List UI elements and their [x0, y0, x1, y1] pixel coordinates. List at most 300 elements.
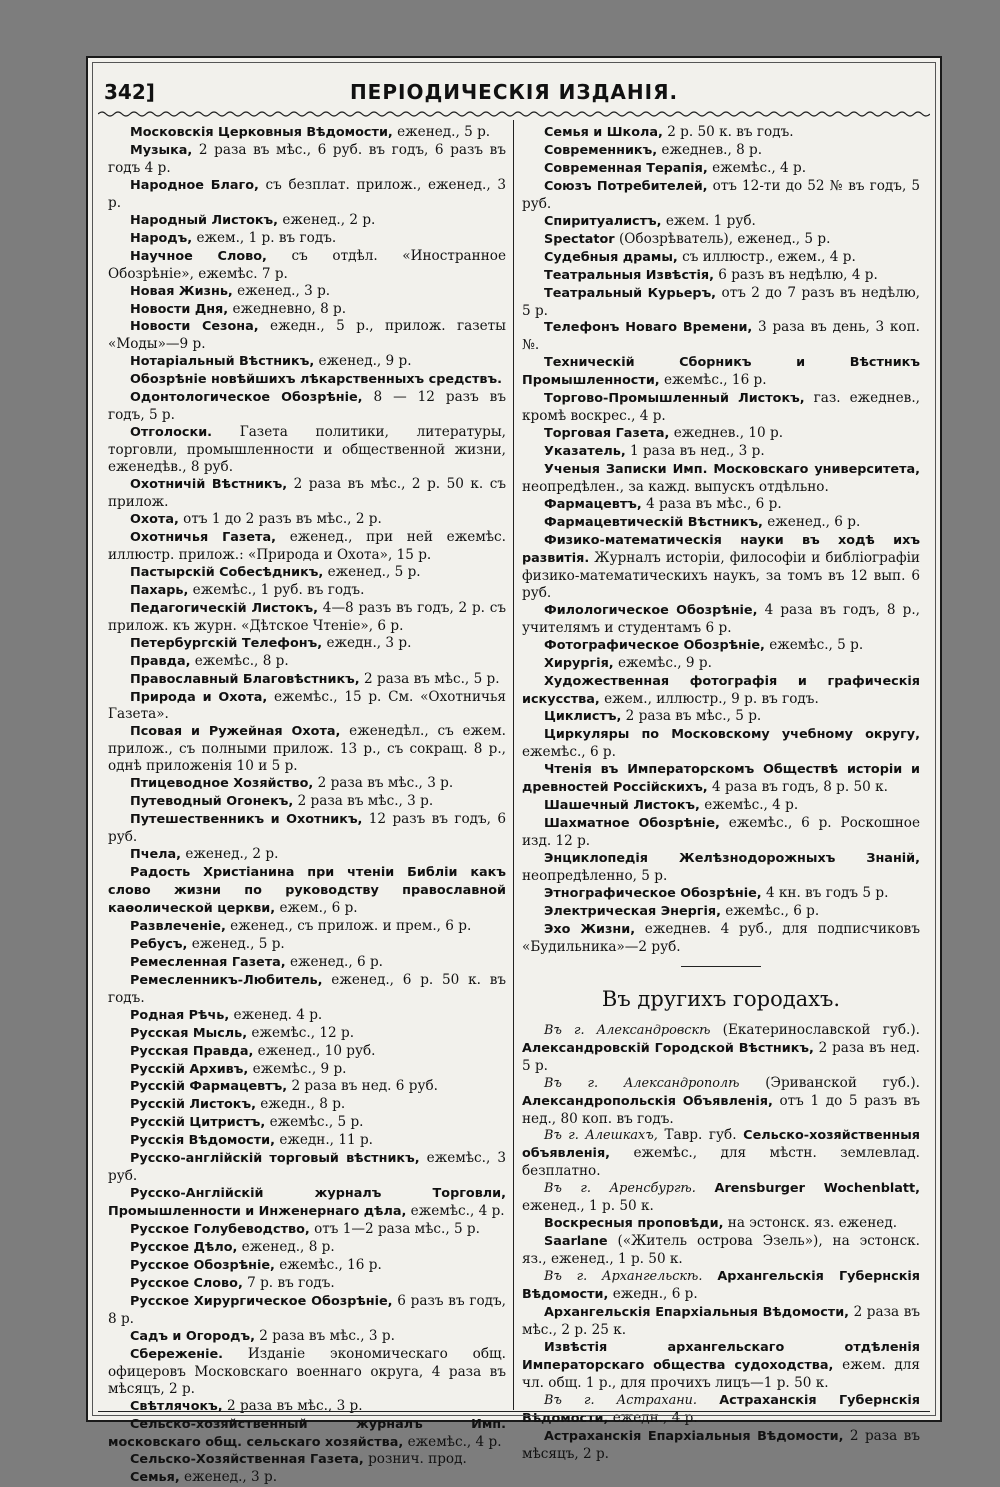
- periodical-details: ежемѣс., 12 р.: [247, 1024, 355, 1041]
- periodical-details: еженед., 6 р.: [285, 953, 384, 970]
- periodical-title: Сельско-хозяйственный журналъ Имп. московскаго общ. сельскаго хозяйства,: [108, 1416, 506, 1450]
- listing-entry: [522, 267, 920, 285]
- periodical-details: (Обозрѣватель), еженед., 5 р.: [614, 230, 831, 247]
- listing-entry: [522, 850, 920, 885]
- listing-entry: [522, 708, 920, 726]
- periodical-title: Филологическое Обозрѣніе,: [544, 602, 758, 618]
- city-name: Въ г. Александрополѣ: [544, 1075, 740, 1091]
- periodical-details: («Житель острова Эзель»), на эстонск. яз., еженед., 1 р. 50 к.: [522, 1233, 920, 1268]
- bottom-rule: [98, 1411, 930, 1412]
- listing-entry: [522, 319, 920, 354]
- listing-entry: [522, 285, 920, 320]
- periodical-details: отъ 2 до 7 разъ въ недѣлю, 5 р.: [522, 284, 920, 319]
- running-title: ПЕРІОДИЧЕСКІЯ ИЗДАНІЯ.: [349, 80, 679, 104]
- city-listing-entry: [522, 1268, 920, 1304]
- listing-entry: [108, 936, 506, 954]
- listing-entry: [108, 371, 506, 389]
- periodical-details: 2 р. 50 к. въ годъ.: [662, 124, 794, 140]
- periodical-details: еженед., 5 р.: [323, 563, 421, 580]
- periodical-title: Циркуляры по Московскому учебному округу,: [544, 727, 920, 743]
- right-column: [522, 124, 920, 1463]
- listing-entry: [108, 1398, 506, 1416]
- periodical-title: Птицеводное Хозяйство,: [130, 776, 314, 792]
- periodical-details: 2 раза въ мѣс., 3 р.: [222, 1397, 363, 1414]
- listing-entry: [522, 178, 920, 213]
- periodical-details: еженед., 5 р.: [392, 124, 491, 140]
- listing-entry: [522, 655, 920, 673]
- listing-entry: [108, 283, 506, 301]
- listing-entry: [108, 212, 506, 230]
- periodical-title: Spectator: [544, 231, 615, 247]
- periodical-title: Семья и Школа,: [544, 125, 663, 140]
- periodical-title: Хирургія,: [544, 655, 614, 671]
- listing-entry: [108, 1043, 506, 1061]
- periodical-title: Музыка,: [130, 142, 193, 158]
- periodical-title: Архангельскія Епархіальныя Вѣдомости,: [544, 1305, 850, 1320]
- periodical-title: Современникъ,: [544, 142, 658, 158]
- periodical-details: ежем., иллюстр., 9 р. въ годъ.: [599, 690, 819, 707]
- periodical-title: Электрическая Энергія,: [544, 903, 721, 919]
- periodical-title: Педагогическій Листокъ,: [130, 600, 319, 616]
- listing-entry: [522, 815, 920, 850]
- periodical-details: Газета политики, литературы, торговли, промышленности и общественной жизни, еженедѣв., 8 руб.: [108, 424, 506, 476]
- periodical-title: Православный Благовѣстникъ,: [130, 671, 360, 687]
- periodical-details: 2 раза въ мѣс., 5 р.: [621, 708, 762, 725]
- periodical-details: 2 раза въ мѣсяцъ, 2 р.: [522, 1427, 920, 1462]
- periodical-title: Отголоски.: [130, 425, 213, 441]
- periodical-details: еженед., 2 р.: [278, 211, 376, 228]
- listing-entry: [108, 671, 506, 689]
- periodical-title: Астраханскія Епархіальныя Вѣдомости,: [544, 1428, 844, 1444]
- listing-entry: [108, 564, 506, 582]
- periodical-details: съ безплат. прилож., еженед., 3 р.: [108, 176, 506, 211]
- listing-entry: [108, 864, 506, 918]
- city-region: (Эриванской губ.).: [739, 1074, 920, 1091]
- periodical-details: 4 раза въ мѣс., 6 р.: [641, 496, 782, 513]
- listing-entry: [108, 1096, 506, 1114]
- periodical-title: Одонтологическое Обозрѣніе,: [130, 390, 363, 406]
- periodical-title: Русское Обозрѣніе,: [130, 1258, 275, 1273]
- periodical-title: Театральный Курьеръ,: [544, 285, 717, 301]
- other-cities-heading: Въ другихъ городахъ.: [601, 986, 841, 1011]
- periodical-details: еженед., съ прилож. и прем., 6 р.: [225, 917, 472, 934]
- listing-entry: [522, 514, 920, 532]
- periodical-details: 2 раза въ мѣс., 6 руб. въ годъ, 6 разъ въ годъ 4 р.: [108, 141, 506, 176]
- listing-entry: [108, 846, 506, 864]
- periodical-details: отъ 1 до 2 разъ въ мѣс., 2 р.: [178, 510, 382, 527]
- periodical-title: Русскій Цитристъ,: [130, 1115, 266, 1131]
- periodical-details: рознич. прод.: [363, 1451, 467, 1468]
- periodical-title: Путеводный Огонекъ,: [130, 794, 294, 810]
- listing-entry: [522, 124, 920, 142]
- page-header: [104, 80, 924, 106]
- periodical-title: Шахматное Обозрѣніе,: [544, 816, 720, 832]
- periodical-details: еженед., 3 р.: [232, 282, 331, 299]
- periodical-details: неопредѣленно, 5 р.: [522, 868, 668, 885]
- periodical-title: Природа и Охота,: [130, 689, 268, 705]
- periodical-details: ежемѣс., 4 р.: [699, 797, 799, 814]
- book-page: [86, 56, 942, 1486]
- periodical-details: 2 раза въ мѣс., 5 р.: [359, 670, 500, 687]
- city-region: [697, 1392, 719, 1408]
- periodical-details: 2 раза въ нед. 5 р.: [522, 1039, 921, 1074]
- listing-entry: [108, 424, 506, 476]
- listing-entry: [108, 1275, 506, 1293]
- listing-entry: [522, 496, 920, 514]
- periodical-title: Русское Голубеводство,: [130, 1222, 310, 1238]
- periodical-title: Петербургскій Телефонъ,: [130, 635, 323, 651]
- periodical-title: Ученыя Записки Имп. Московскаго университета,: [544, 462, 920, 478]
- periodical-title: Воскресныя проповѣди,: [544, 1216, 724, 1232]
- periodical-details: ежемѣс., 5 р.: [764, 636, 864, 653]
- listing-entry: [108, 1025, 506, 1043]
- periodical-title: Развлеченіе,: [130, 918, 226, 934]
- periodical-details: съ отдѣл. «Иностранное Обозрѣніе», ежемѣс. 7 р.: [108, 247, 506, 282]
- city-listing-entry: [522, 1180, 920, 1215]
- periodical-details: ежеднев. 4 руб., для подписчиковъ «Будильника»—2 руб.: [522, 920, 920, 955]
- periodical-details: ежемѣс., 4 р.: [707, 159, 807, 176]
- listing-entry: [108, 301, 506, 319]
- page-number: 342]: [104, 80, 155, 104]
- periodical-details: 4 кн. въ годъ 5 р.: [761, 884, 889, 901]
- periodical-details: 2 раза въ мѣс., 2 р. 50 к. съ прилож.: [108, 476, 506, 511]
- listing-entry: [522, 425, 920, 443]
- city-listing-entry: [522, 1022, 920, 1075]
- periodical-details: ежемѣс., 16 р.: [659, 372, 767, 389]
- periodical-title: Фотографическое Обозрѣніе,: [544, 637, 765, 653]
- listing-entry: [108, 1416, 506, 1452]
- periodical-details: еженед., 10 руб.: [253, 1042, 376, 1059]
- listing-entry: [108, 142, 506, 177]
- listing-entry: [108, 1346, 506, 1398]
- periodical-details: ежедн., 4 р.: [608, 1409, 698, 1426]
- periodical-details: 7 р. въ годъ.: [242, 1274, 335, 1291]
- periodical-title: Союзъ Потребителей,: [544, 178, 708, 194]
- periodical-details: неопредѣлен., за кажд. выпускъ отдѣльно.: [522, 479, 829, 496]
- city-region: (Екатеринославской губ.).: [710, 1021, 920, 1038]
- periodical-details: ежедн., 3 р.: [322, 634, 412, 651]
- periodical-details: 2 раза въ мѣс., 3 р.: [254, 1327, 395, 1344]
- listing-entry: [108, 230, 506, 248]
- periodical-details: ежемѣс., 8 р.: [190, 652, 289, 669]
- periodical-details: 4 раза въ годъ, 8 р., учителямъ и студентамъ 6 р.: [522, 601, 920, 636]
- listing-entry: [522, 673, 920, 709]
- periodical-details: ежедневно, 8 р.: [228, 300, 347, 317]
- periodical-title: Псовая и Ружейная Охота,: [130, 724, 341, 740]
- periodical-title: Сбереженіе.: [130, 1346, 224, 1362]
- periodical-details: ежеднев., 8 р.: [657, 141, 763, 158]
- listing-entry: [108, 353, 506, 371]
- periodical-details: ежем., 6 р.: [275, 899, 358, 916]
- periodical-details: еженед., 3 р.: [179, 1469, 278, 1486]
- periodical-details: еженед., 6 р.: [762, 513, 861, 530]
- periodical-title: Русскій Архивъ,: [130, 1061, 249, 1077]
- periodical-title: Семья,: [130, 1470, 180, 1486]
- periodical-details: ежемѣс., 4 р.: [406, 1203, 505, 1220]
- city-listing-entry: [522, 1392, 920, 1428]
- periodical-details: ежедн., 8 р.: [255, 1096, 346, 1113]
- periodical-details: на эстонск. яз. еженед.: [723, 1215, 898, 1232]
- periodical-title: Научное Слово,: [130, 248, 267, 264]
- periodical-details: отъ 12-ти до 52 № въ годъ, 5 руб.: [522, 177, 920, 212]
- periodical-details: еженед., 8 р.: [237, 1239, 335, 1256]
- periodical-title: Народное Благо,: [130, 177, 259, 193]
- city-listing-entry: [522, 1339, 920, 1392]
- listing-entry: [108, 318, 506, 353]
- listing-entry: [108, 635, 506, 653]
- periodical-title: Русское Дѣло,: [130, 1240, 238, 1256]
- periodical-details: еженед., 5 р.: [187, 935, 285, 952]
- periodical-details: ежемѣс., 9 р.: [248, 1060, 347, 1077]
- periodical-title: Сельско-Хозяйственная Газета,: [130, 1452, 364, 1468]
- city-name: Въ г. Аренсбургѣ.: [544, 1181, 696, 1197]
- periodical-details: 2 раза въ мѣс., 2 р. 25 к.: [522, 1304, 920, 1338]
- periodical-title: Русское Хирургическое Обозрѣніе,: [130, 1293, 393, 1309]
- periodical-details: 2 раза въ мѣс., 3 р.: [313, 775, 454, 792]
- periodical-details: 8 — 12 разъ въ годъ, 5 р.: [108, 389, 506, 424]
- periodical-title: Циклистъ,: [544, 709, 622, 725]
- periodical-title: Этнографическое Обозрѣніе,: [544, 885, 762, 901]
- periodical-details: еженед., 9 р.: [314, 353, 412, 370]
- periodical-title: Правда,: [130, 653, 191, 669]
- listing-entry: [522, 602, 920, 637]
- periodical-details: 6 разъ въ недѣлю, 4 р.: [713, 266, 878, 283]
- periodical-title: Извѣстія архангельскаго отдѣленія Императорскаго общества судоходства,: [522, 1339, 920, 1373]
- periodical-details: отъ 1 до 5 разъ въ нед., 80 коп. въ годъ.: [522, 1092, 920, 1127]
- periodical-title: Александровскій Городской Вѣстникъ,: [522, 1040, 814, 1056]
- city-listing-entry: [522, 1127, 920, 1180]
- periodical-title: Новая Жизнь,: [130, 283, 233, 299]
- city-name: Въ г. Архангельскѣ.: [544, 1269, 703, 1285]
- periodical-title: Новости Сезона,: [130, 319, 259, 335]
- listing-entry: [108, 1257, 506, 1275]
- periodical-title: Театральныя Извѣстія,: [544, 267, 714, 283]
- periodical-details: ежемѣс., для мѣстн. землевлад. безплатно.: [522, 1145, 920, 1180]
- periodical-details: ежедн., 11 р.: [275, 1132, 373, 1149]
- periodical-title: Ремесленникъ-Любитель,: [130, 972, 323, 988]
- periodical-title: Охотничья Газета,: [130, 529, 276, 545]
- periodical-title: Художественная фотографія и графическія искусства,: [522, 673, 920, 707]
- periodical-details: 3 раза въ день, 3 коп. №.: [522, 319, 920, 354]
- listing-entry: [108, 124, 506, 142]
- listing-entry: [522, 213, 920, 231]
- periodical-title: Телефонъ Новаго Времени,: [544, 320, 753, 336]
- listing-entry: [108, 389, 506, 424]
- periodical-title: Родная Рѣчь,: [130, 1007, 230, 1023]
- periodical-title: Московскія Церковныя Вѣдомости,: [130, 125, 393, 140]
- city-listing-entry: [522, 1233, 920, 1268]
- listing-entry: [108, 1185, 506, 1221]
- listing-entry: [108, 1078, 506, 1096]
- periodical-title: Народный Листокъ,: [130, 212, 279, 228]
- periodical-title: Сельско-хозяйственныя объявленія,: [522, 1128, 920, 1162]
- city-name: Въ г. Алешкахъ,: [544, 1128, 658, 1144]
- periodical-title: Ремесленная Газета,: [130, 954, 286, 970]
- periodical-title: Свѣтлячокъ,: [130, 1398, 223, 1414]
- periodical-details: ежедн., 6 р.: [608, 1286, 698, 1303]
- periodical-title: Народъ,: [130, 230, 193, 246]
- city-listing-entry: [522, 1075, 920, 1128]
- listing-entry: [522, 726, 920, 761]
- periodical-details: отъ 1—2 раза мѣс., 5 р.: [309, 1221, 480, 1238]
- city-listing-entry: [522, 1304, 920, 1339]
- periodical-title: Русскій Фармацевтъ,: [130, 1079, 288, 1095]
- periodical-title: Техническій Сборникъ и Вѣстникъ Промышленности,: [522, 355, 920, 389]
- periodical-title: Охотничій Вѣстникъ,: [130, 477, 288, 493]
- listing-entry: [108, 653, 506, 671]
- periodical-title: Шашечный Листокъ,: [544, 798, 700, 814]
- periodical-title: Русско-Англійскій журналъ Торговли, Промышленности и Инженернаго дѣла,: [108, 1186, 506, 1220]
- periodical-title: Архангельскія Губернскія Вѣдомости,: [522, 1269, 920, 1303]
- periodical-details: ежем. 1 руб.: [661, 212, 756, 229]
- periodical-title: Современная Терапія,: [544, 160, 708, 176]
- periodical-details: 12 разъ въ годъ, 6 руб.: [108, 811, 506, 846]
- periodical-title: Фармацевтическій Вѣстникъ,: [544, 514, 763, 530]
- periodical-title: Эхо Жизни,: [544, 921, 636, 937]
- periodical-details: еженедѣл., съ ежем. прилож., съ полными прилож. 13 р., съ сокращ. 8 р., однѣ приложенія 10 и 5 р.: [108, 723, 506, 775]
- listing-entry: [108, 248, 506, 283]
- city-listing-entry: [522, 1428, 920, 1463]
- periodical-details: газ. ежеднев., кромѣ воскрес., 4 р.: [522, 390, 920, 425]
- periodical-title: Астраханскія Губернскія Вѣдомости,: [522, 1392, 921, 1426]
- listing-entry: [108, 1239, 506, 1257]
- listing-entry: [108, 177, 506, 212]
- listing-entry: [522, 249, 920, 267]
- listing-entry: [522, 354, 920, 390]
- listing-entry: [108, 511, 506, 529]
- listing-entry: [522, 443, 920, 461]
- periodical-details: ежемѣс., 6 р.: [720, 902, 820, 919]
- periodical-title: Русскія Вѣдомости,: [130, 1133, 276, 1149]
- listing-entry: [108, 1328, 506, 1346]
- periodical-details: ежем. для чл. общ. 1 р., для прочихъ лицъ—1 р. 50 к.: [522, 1356, 920, 1391]
- city-region: [696, 1180, 715, 1196]
- listing-entry: [522, 461, 920, 496]
- periodical-title: Пастырскій Собесѣдникъ,: [130, 564, 324, 580]
- periodical-title: Фармацевтъ,: [544, 497, 642, 513]
- periodical-details: 4—8 разъ въ годъ, 2 р. съ прилож. къ журн. «Дѣтское Чтеніе», 6 р.: [108, 599, 506, 634]
- left-column: [108, 124, 506, 1487]
- periodical-title: Спиритуалистъ,: [544, 213, 662, 229]
- periodical-title: Судебныя драмы,: [544, 249, 678, 265]
- listing-entry: [108, 1293, 506, 1328]
- header-wavy-rule: [98, 110, 930, 118]
- periodical-title: Физико-математическія науки въ ходѣ ихъ развитія.: [522, 532, 920, 566]
- listing-entry: [108, 582, 506, 600]
- periodical-title: Русско-англійскій торговый вѣстникъ,: [130, 1151, 420, 1167]
- listing-entry: [108, 918, 506, 936]
- right-entries: [522, 124, 920, 956]
- periodical-details: ежем., 1 р. въ годъ.: [192, 229, 337, 246]
- listing-entry: [522, 532, 920, 602]
- periodical-details: ежемѣс., 9 р.: [613, 654, 712, 671]
- periodical-title: Путешественникъ и Охотникъ,: [130, 812, 363, 828]
- listing-entry: [522, 231, 920, 249]
- periodical-title: Александропольскія Объявленія,: [522, 1093, 773, 1109]
- periodical-details: ежемѣс., 4 р.: [403, 1433, 502, 1450]
- periodical-title: Энциклопедія Желѣзнодорожныхъ Знаній,: [544, 851, 920, 867]
- periodical-title: Торговая Газета,: [544, 426, 670, 442]
- other-cities-entries: [522, 1022, 920, 1463]
- periodical-title: Пчела,: [130, 847, 182, 863]
- periodical-title: Нотаріальный Вѣстникъ,: [130, 354, 315, 370]
- periodical-title: Ребусъ,: [130, 936, 188, 952]
- listing-entry: [108, 972, 506, 1007]
- periodical-details: ежемѣс., 16 р.: [274, 1257, 382, 1273]
- listing-entry: [108, 1061, 506, 1079]
- periodical-details: 2 раза въ мѣс., 3 р.: [293, 793, 434, 810]
- periodical-title: Русское Слово,: [130, 1275, 243, 1291]
- column-divider: [513, 120, 514, 1410]
- listing-entry: [108, 1007, 506, 1025]
- city-region: Тавр. губ.: [657, 1127, 744, 1144]
- periodical-title: Садъ и Огородъ,: [130, 1328, 255, 1344]
- listing-entry: [108, 1469, 506, 1487]
- periodical-title: Указатель,: [544, 444, 626, 460]
- periodical-title: Пахарь,: [130, 582, 189, 598]
- periodical-details: 6 разъ въ годъ, 8 р.: [108, 1292, 506, 1327]
- listing-entry: [522, 885, 920, 903]
- listing-entry: [108, 811, 506, 846]
- listing-entry: [522, 390, 920, 425]
- periodical-details: ежемѣс., 6 р.: [522, 744, 616, 761]
- periodical-details: ежедн., 5 р., прилож. газеты «Моды»—9 р.: [108, 318, 507, 353]
- periodical-details: еженед., 2 р.: [181, 846, 279, 863]
- periodical-title: Чтенія въ Императорскомъ Обществѣ исторіи и древностей Россійскихъ,: [522, 762, 920, 796]
- listing-entry: [108, 1221, 506, 1239]
- periodical-details: ежеднев., 10 р.: [669, 425, 784, 442]
- periodical-title: Охота,: [130, 511, 179, 527]
- city-name: Въ г. Астрахани.: [544, 1392, 697, 1408]
- periodical-details: еженед., при ней ежемѣс. иллюстр. прилож.: «Природа и Охота», 15 р.: [108, 528, 506, 563]
- listing-entry: [108, 775, 506, 793]
- section-separator: [681, 966, 761, 967]
- listing-entry: [522, 142, 920, 160]
- periodical-details: ежемѣс., 6 р. Роскошное изд. 12 р.: [522, 815, 920, 850]
- periodical-title: Русскій Листокъ,: [130, 1097, 256, 1113]
- listing-entry: [108, 1132, 506, 1150]
- periodical-title: Новости Дня,: [130, 301, 229, 317]
- periodical-details: Изданіе экономическаго общ. офицеровъ Московскаго военнаго округа, 4 раза въ мѣсяцъ, 2 р.: [108, 1345, 506, 1397]
- listing-entry: [108, 476, 506, 511]
- listing-entry: [108, 600, 506, 635]
- listing-entry: [108, 689, 506, 724]
- periodical-details: 1 раза въ нед., 3 р.: [625, 443, 765, 460]
- periodical-details: 4 раза въ годъ, 8 р. 50 к.: [707, 779, 888, 796]
- periodical-title: Arensburger Wochenblatt,: [714, 1181, 920, 1197]
- periodical-details: съ иллюстр., ежем., 4 р.: [677, 248, 856, 265]
- periodical-details: 2 раза въ нед. 6 руб.: [287, 1078, 438, 1095]
- listing-entry: [108, 1150, 506, 1185]
- periodical-details: еженед., 6 р. 50 к. въ годъ.: [108, 971, 506, 1006]
- listing-entry: [108, 793, 506, 811]
- listing-entry: [522, 903, 920, 921]
- periodical-title: Saarlane: [544, 1234, 608, 1250]
- periodical-title: Русская Мысль,: [130, 1025, 248, 1041]
- periodical-details: ежемѣс., 5 р.: [265, 1114, 364, 1131]
- listing-entry: [108, 1114, 506, 1132]
- listing-entry: [522, 921, 920, 956]
- periodical-title: Торгово-Промышленный Листокъ,: [544, 391, 805, 407]
- city-listing-entry: [522, 1215, 920, 1233]
- periodical-details: ежемѣс., 3 руб.: [108, 1150, 506, 1185]
- city-region: [702, 1268, 717, 1284]
- listing-entry: [108, 529, 506, 564]
- listing-entry: [522, 160, 920, 178]
- listing-entry: [108, 1451, 506, 1469]
- listing-entry: [108, 723, 506, 775]
- periodical-title: Обозрѣніе новѣйшихъ лѣкарственныхъ средствъ.: [130, 372, 502, 388]
